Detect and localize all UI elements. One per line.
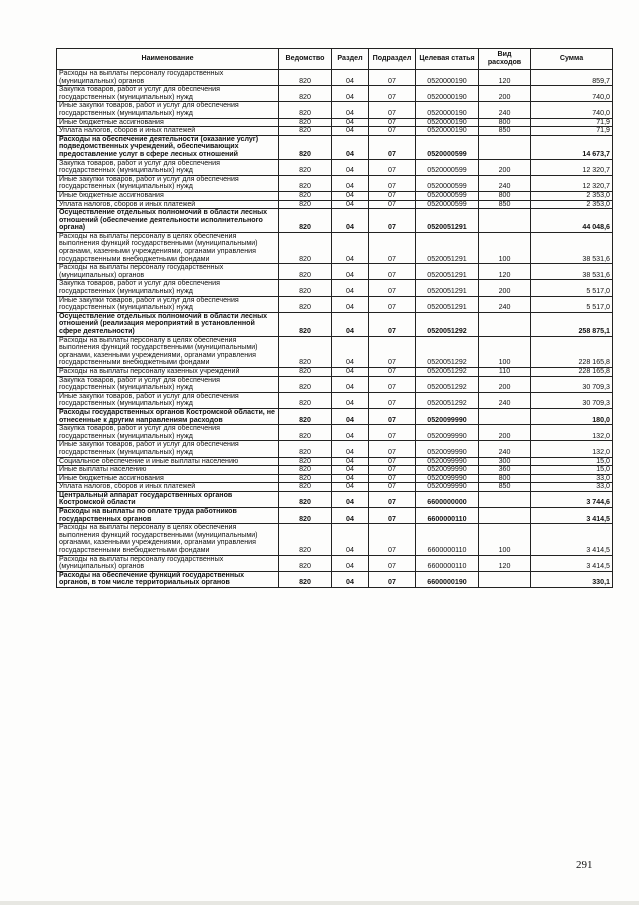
row-subsection: 07 bbox=[369, 425, 416, 441]
row-subsection: 07 bbox=[369, 367, 416, 376]
row-name: Закупка товаров, работ и услуг для обеспечения государственных (муниципальных) нужд bbox=[57, 425, 279, 441]
row-subsection: 07 bbox=[369, 191, 416, 200]
table-row bbox=[57, 555, 613, 571]
row-amount: 15,0 bbox=[531, 457, 613, 466]
row-section: 04 bbox=[332, 376, 369, 392]
row-section: 04 bbox=[332, 102, 369, 118]
table-row bbox=[57, 102, 613, 118]
row-expense-type: 800 bbox=[479, 118, 531, 127]
row-section: 04 bbox=[332, 209, 369, 233]
row-target-article: 0520051292 bbox=[416, 336, 479, 367]
row-target-article: 0520000599 bbox=[416, 191, 479, 200]
row-target-article: 0520000190 bbox=[416, 118, 479, 127]
row-section: 04 bbox=[332, 457, 369, 466]
row-section: 04 bbox=[332, 127, 369, 136]
row-amount: 3 414,5 bbox=[531, 524, 613, 555]
table-row bbox=[57, 175, 613, 191]
row-subsection: 07 bbox=[369, 457, 416, 466]
row-target-article: 0520000599 bbox=[416, 159, 479, 175]
row-expense-type: 120 bbox=[479, 555, 531, 571]
row-expense-type: 850 bbox=[479, 483, 531, 492]
row-amount: 71,9 bbox=[531, 127, 613, 136]
row-section: 04 bbox=[332, 392, 369, 408]
row-target-article: 0520099990 bbox=[416, 457, 479, 466]
row-section: 04 bbox=[332, 175, 369, 191]
row-amount: 2 353,0 bbox=[531, 200, 613, 209]
row-department: 820 bbox=[279, 336, 332, 367]
row-name: Иные выплаты населению bbox=[57, 466, 279, 475]
row-target-article: 0520051292 bbox=[416, 392, 479, 408]
row-department: 820 bbox=[279, 191, 332, 200]
row-department: 820 bbox=[279, 135, 332, 159]
row-department: 820 bbox=[279, 524, 332, 555]
row-subsection: 07 bbox=[369, 483, 416, 492]
header-name: Наименование bbox=[57, 49, 279, 70]
row-amount: 132,0 bbox=[531, 441, 613, 457]
row-target-article: 6600000110 bbox=[416, 524, 479, 555]
row-subsection: 07 bbox=[369, 200, 416, 209]
table-row bbox=[57, 135, 613, 159]
row-department: 820 bbox=[279, 118, 332, 127]
row-section: 04 bbox=[332, 508, 369, 524]
table-row bbox=[57, 524, 613, 555]
row-department: 820 bbox=[279, 466, 332, 475]
row-name: Осуществление отдельных полномочий в области лесных отношений (обеспечение деятельности исполнительного органа) bbox=[57, 209, 279, 233]
row-department: 820 bbox=[279, 312, 332, 336]
row-expense-type: 240 bbox=[479, 102, 531, 118]
table-row bbox=[57, 466, 613, 475]
table-row bbox=[57, 159, 613, 175]
row-name: Иные закупки товаров, работ и услуг для обеспечения государственных (муниципальных) нужд bbox=[57, 392, 279, 408]
row-target-article: 0520000599 bbox=[416, 175, 479, 191]
row-amount: 859,7 bbox=[531, 70, 613, 86]
row-subsection: 07 bbox=[369, 70, 416, 86]
row-expense-type: 200 bbox=[479, 425, 531, 441]
row-department: 820 bbox=[279, 555, 332, 571]
row-target-article: 0520051291 bbox=[416, 296, 479, 312]
row-name: Расходы государственных органов Костромской области, не отнесенные к другим направлениям расходов bbox=[57, 408, 279, 424]
row-expense-type bbox=[479, 135, 531, 159]
row-section: 04 bbox=[332, 312, 369, 336]
row-subsection: 07 bbox=[369, 408, 416, 424]
row-amount: 2 353,0 bbox=[531, 191, 613, 200]
row-department: 820 bbox=[279, 508, 332, 524]
row-name: Уплата налогов, сборов и иных платежей bbox=[57, 200, 279, 209]
row-department: 820 bbox=[279, 102, 332, 118]
table-row bbox=[57, 70, 613, 86]
row-department: 820 bbox=[279, 209, 332, 233]
row-expense-type bbox=[479, 571, 531, 587]
row-department: 820 bbox=[279, 70, 332, 86]
row-expense-type: 200 bbox=[479, 86, 531, 102]
row-target-article: 0520099990 bbox=[416, 425, 479, 441]
row-name: Расходы на выплаты персоналу в целях обеспечения выполнения функций государственными (муниципальными) органами, казенными учреждениями, органами управления государственными внебюджетными фондами bbox=[57, 232, 279, 263]
row-subsection: 07 bbox=[369, 524, 416, 555]
row-expense-type bbox=[479, 312, 531, 336]
row-department: 820 bbox=[279, 86, 332, 102]
row-section: 04 bbox=[332, 408, 369, 424]
row-expense-type: 200 bbox=[479, 376, 531, 392]
row-expense-type: 100 bbox=[479, 524, 531, 555]
row-subsection: 07 bbox=[369, 232, 416, 263]
row-amount: 740,0 bbox=[531, 102, 613, 118]
row-name: Расходы на обеспечение функций государственных органов, в том числе территориальных органов bbox=[57, 571, 279, 587]
row-section: 04 bbox=[332, 524, 369, 555]
row-target-article: 0520099990 bbox=[416, 474, 479, 483]
scan-edge bbox=[0, 901, 639, 905]
row-amount: 14 673,7 bbox=[531, 135, 613, 159]
table-row bbox=[57, 209, 613, 233]
row-department: 820 bbox=[279, 491, 332, 507]
row-department: 820 bbox=[279, 392, 332, 408]
row-amount: 15,0 bbox=[531, 466, 613, 475]
row-subsection: 07 bbox=[369, 441, 416, 457]
row-target-article: 0520000599 bbox=[416, 135, 479, 159]
row-amount: 5 517,0 bbox=[531, 296, 613, 312]
table-row bbox=[57, 280, 613, 296]
row-target-article: 0520099990 bbox=[416, 441, 479, 457]
row-department: 820 bbox=[279, 457, 332, 466]
row-subsection: 07 bbox=[369, 466, 416, 475]
row-section: 04 bbox=[332, 191, 369, 200]
row-amount: 12 320,7 bbox=[531, 159, 613, 175]
row-name: Расходы на выплаты персоналу в целях обеспечения выполнения функций государственными (муниципальными) органами, казенными учреждениями, органами управления государственными внебюджетными фондами bbox=[57, 524, 279, 555]
row-expense-type bbox=[479, 491, 531, 507]
table-row bbox=[57, 408, 613, 424]
table-row bbox=[57, 367, 613, 376]
row-target-article: 6600000110 bbox=[416, 508, 479, 524]
row-expense-type: 100 bbox=[479, 232, 531, 263]
row-name: Иные закупки товаров, работ и услуг для обеспечения государственных (муниципальных) нужд bbox=[57, 296, 279, 312]
row-amount: 5 517,0 bbox=[531, 280, 613, 296]
row-section: 04 bbox=[332, 86, 369, 102]
row-amount: 33,0 bbox=[531, 483, 613, 492]
row-department: 820 bbox=[279, 232, 332, 263]
row-expense-type: 300 bbox=[479, 457, 531, 466]
row-section: 04 bbox=[332, 491, 369, 507]
row-subsection: 07 bbox=[369, 508, 416, 524]
row-name: Иные бюджетные ассигнования bbox=[57, 191, 279, 200]
row-target-article: 0520051292 bbox=[416, 312, 479, 336]
row-amount: 38 531,6 bbox=[531, 264, 613, 280]
row-department: 820 bbox=[279, 441, 332, 457]
row-name: Иные бюджетные ассигнования bbox=[57, 118, 279, 127]
row-expense-type: 850 bbox=[479, 127, 531, 136]
row-department: 820 bbox=[279, 474, 332, 483]
row-subsection: 07 bbox=[369, 102, 416, 118]
table-row bbox=[57, 425, 613, 441]
row-subsection: 07 bbox=[369, 336, 416, 367]
row-section: 04 bbox=[332, 264, 369, 280]
table-row bbox=[57, 508, 613, 524]
table-body bbox=[57, 70, 613, 588]
row-amount: 740,0 bbox=[531, 86, 613, 102]
row-name: Расходы на выплаты персоналу государственных (муниципальных) органов bbox=[57, 555, 279, 571]
table-header-row bbox=[57, 49, 613, 70]
row-target-article: 0520051291 bbox=[416, 209, 479, 233]
table-row bbox=[57, 376, 613, 392]
row-subsection: 07 bbox=[369, 312, 416, 336]
row-expense-type: 100 bbox=[479, 336, 531, 367]
row-expense-type: 360 bbox=[479, 466, 531, 475]
header-subsection: Подраздел bbox=[369, 49, 416, 70]
row-department: 820 bbox=[279, 367, 332, 376]
row-amount: 132,0 bbox=[531, 425, 613, 441]
row-name: Расходы на выплаты персоналу государственных (муниципальных) органов bbox=[57, 264, 279, 280]
row-expense-type: 240 bbox=[479, 392, 531, 408]
row-amount: 3 414,5 bbox=[531, 555, 613, 571]
row-department: 820 bbox=[279, 483, 332, 492]
table-row bbox=[57, 312, 613, 336]
table-row bbox=[57, 441, 613, 457]
row-name: Закупка товаров, работ и услуг для обеспечения государственных (муниципальных) нужд bbox=[57, 86, 279, 102]
row-amount: 3 744,6 bbox=[531, 491, 613, 507]
row-section: 04 bbox=[332, 336, 369, 367]
row-name: Уплата налогов, сборов и иных платежей bbox=[57, 483, 279, 492]
row-name: Иные закупки товаров, работ и услуг для обеспечения государственных (муниципальных) нужд bbox=[57, 441, 279, 457]
row-expense-type: 800 bbox=[479, 474, 531, 483]
row-name: Центральный аппарат государственных органов Костромской области bbox=[57, 491, 279, 507]
row-subsection: 07 bbox=[369, 280, 416, 296]
row-amount: 33,0 bbox=[531, 474, 613, 483]
row-name: Иные закупки товаров, работ и услуг для обеспечения государственных (муниципальных) нужд bbox=[57, 102, 279, 118]
row-amount: 12 320,7 bbox=[531, 175, 613, 191]
row-expense-type: 120 bbox=[479, 70, 531, 86]
row-name: Расходы на выплаты персоналу государственных (муниципальных) органов bbox=[57, 70, 279, 86]
row-subsection: 07 bbox=[369, 175, 416, 191]
row-amount: 3 414,5 bbox=[531, 508, 613, 524]
row-subsection: 07 bbox=[369, 491, 416, 507]
row-expense-type: 200 bbox=[479, 159, 531, 175]
row-target-article: 6600000000 bbox=[416, 491, 479, 507]
row-amount: 330,1 bbox=[531, 571, 613, 587]
row-expense-type: 110 bbox=[479, 367, 531, 376]
row-subsection: 07 bbox=[369, 86, 416, 102]
row-expense-type: 240 bbox=[479, 296, 531, 312]
row-amount: 228 165,8 bbox=[531, 336, 613, 367]
row-section: 04 bbox=[332, 441, 369, 457]
row-target-article: 0520099990 bbox=[416, 408, 479, 424]
row-amount: 228 165,8 bbox=[531, 367, 613, 376]
row-target-article: 0520000190 bbox=[416, 102, 479, 118]
row-section: 04 bbox=[332, 200, 369, 209]
table-row bbox=[57, 191, 613, 200]
row-target-article: 0520000190 bbox=[416, 127, 479, 136]
row-name: Иные закупки товаров, работ и услуг для обеспечения государственных (муниципальных) нужд bbox=[57, 175, 279, 191]
table-row bbox=[57, 571, 613, 587]
row-target-article: 0520051291 bbox=[416, 264, 479, 280]
row-name: Расходы на обеспечение деятельности (оказание услуг) подведомственных учреждений, обеспечивающих предоставление услуг в сфере лесных отношений bbox=[57, 135, 279, 159]
row-target-article: 0520000190 bbox=[416, 70, 479, 86]
row-target-article: 0520000190 bbox=[416, 86, 479, 102]
row-name: Иные бюджетные ассигнования bbox=[57, 474, 279, 483]
row-department: 820 bbox=[279, 571, 332, 587]
row-section: 04 bbox=[332, 118, 369, 127]
row-section: 04 bbox=[332, 296, 369, 312]
row-amount: 71,9 bbox=[531, 118, 613, 127]
row-amount: 44 048,6 bbox=[531, 209, 613, 233]
row-amount: 180,0 bbox=[531, 408, 613, 424]
row-amount: 30 709,3 bbox=[531, 392, 613, 408]
row-name: Расходы на выплаты персоналу казенных учреждений bbox=[57, 367, 279, 376]
row-section: 04 bbox=[332, 555, 369, 571]
table-row bbox=[57, 491, 613, 507]
row-department: 820 bbox=[279, 425, 332, 441]
row-name: Расходы на выплаты по оплате труда работников государственных органов bbox=[57, 508, 279, 524]
row-subsection: 07 bbox=[369, 127, 416, 136]
table-row bbox=[57, 296, 613, 312]
row-expense-type: 120 bbox=[479, 264, 531, 280]
row-department: 820 bbox=[279, 264, 332, 280]
row-target-article: 0520099990 bbox=[416, 466, 479, 475]
row-subsection: 07 bbox=[369, 296, 416, 312]
header-expense-type: Вид расходов bbox=[479, 49, 531, 70]
row-section: 04 bbox=[332, 159, 369, 175]
header-amount: Сумма bbox=[531, 49, 613, 70]
row-department: 820 bbox=[279, 296, 332, 312]
row-subsection: 07 bbox=[369, 571, 416, 587]
header-target-article: Целевая статья bbox=[416, 49, 479, 70]
row-department: 820 bbox=[279, 127, 332, 136]
row-name: Закупка товаров, работ и услуг для обеспечения государственных (муниципальных) нужд bbox=[57, 159, 279, 175]
row-name: Закупка товаров, работ и услуг для обеспечения государственных (муниципальных) нужд bbox=[57, 280, 279, 296]
row-target-article: 6600000190 bbox=[416, 571, 479, 587]
table-row bbox=[57, 336, 613, 367]
row-target-article: 0520099990 bbox=[416, 483, 479, 492]
row-subsection: 07 bbox=[369, 474, 416, 483]
row-section: 04 bbox=[332, 425, 369, 441]
row-subsection: 07 bbox=[369, 159, 416, 175]
row-target-article: 0520051292 bbox=[416, 367, 479, 376]
row-expense-type bbox=[479, 508, 531, 524]
row-section: 04 bbox=[332, 474, 369, 483]
row-subsection: 07 bbox=[369, 209, 416, 233]
row-department: 820 bbox=[279, 280, 332, 296]
table-row bbox=[57, 232, 613, 263]
row-name: Расходы на выплаты персоналу в целях обеспечения выполнения функций государственными (муниципальными) органами, казенными учреждениями, органами управления государственными внебюджетными фондами bbox=[57, 336, 279, 367]
row-department: 820 bbox=[279, 159, 332, 175]
header-section: Раздел bbox=[332, 49, 369, 70]
row-department: 820 bbox=[279, 408, 332, 424]
row-department: 820 bbox=[279, 200, 332, 209]
row-target-article: 0520000599 bbox=[416, 200, 479, 209]
row-section: 04 bbox=[332, 70, 369, 86]
row-amount: 30 709,3 bbox=[531, 376, 613, 392]
row-subsection: 07 bbox=[369, 555, 416, 571]
row-amount: 258 875,1 bbox=[531, 312, 613, 336]
row-target-article: 6600000110 bbox=[416, 555, 479, 571]
row-department: 820 bbox=[279, 175, 332, 191]
table-row bbox=[57, 127, 613, 136]
table-row bbox=[57, 392, 613, 408]
row-name: Осуществление отдельных полномочий в области лесных отношений (реализация мероприятий в установленной сфере деятельности) bbox=[57, 312, 279, 336]
row-expense-type: 240 bbox=[479, 175, 531, 191]
row-subsection: 07 bbox=[369, 135, 416, 159]
row-department: 820 bbox=[279, 376, 332, 392]
row-subsection: 07 bbox=[369, 264, 416, 280]
header-department: Ведомство bbox=[279, 49, 332, 70]
row-name: Социальное обеспечение и иные выплаты населению bbox=[57, 457, 279, 466]
row-target-article: 0520051291 bbox=[416, 280, 479, 296]
row-expense-type: 850 bbox=[479, 200, 531, 209]
row-target-article: 0520051291 bbox=[416, 232, 479, 263]
row-expense-type bbox=[479, 408, 531, 424]
table-row bbox=[57, 264, 613, 280]
row-expense-type bbox=[479, 209, 531, 233]
row-subsection: 07 bbox=[369, 376, 416, 392]
row-target-article: 0520051292 bbox=[416, 376, 479, 392]
row-amount: 38 531,6 bbox=[531, 232, 613, 263]
row-name: Уплата налогов, сборов и иных платежей bbox=[57, 127, 279, 136]
row-section: 04 bbox=[332, 466, 369, 475]
row-expense-type: 800 bbox=[479, 191, 531, 200]
row-section: 04 bbox=[332, 571, 369, 587]
row-subsection: 07 bbox=[369, 118, 416, 127]
row-name: Закупка товаров, работ и услуг для обеспечения государственных (муниципальных) нужд bbox=[57, 376, 279, 392]
row-section: 04 bbox=[332, 135, 369, 159]
row-section: 04 bbox=[332, 367, 369, 376]
row-section: 04 bbox=[332, 232, 369, 263]
budget-table bbox=[56, 48, 613, 588]
row-subsection: 07 bbox=[369, 392, 416, 408]
row-section: 04 bbox=[332, 280, 369, 296]
row-expense-type: 240 bbox=[479, 441, 531, 457]
row-section: 04 bbox=[332, 483, 369, 492]
table-row bbox=[57, 86, 613, 102]
page-number: 291 bbox=[576, 859, 593, 871]
row-expense-type: 200 bbox=[479, 280, 531, 296]
